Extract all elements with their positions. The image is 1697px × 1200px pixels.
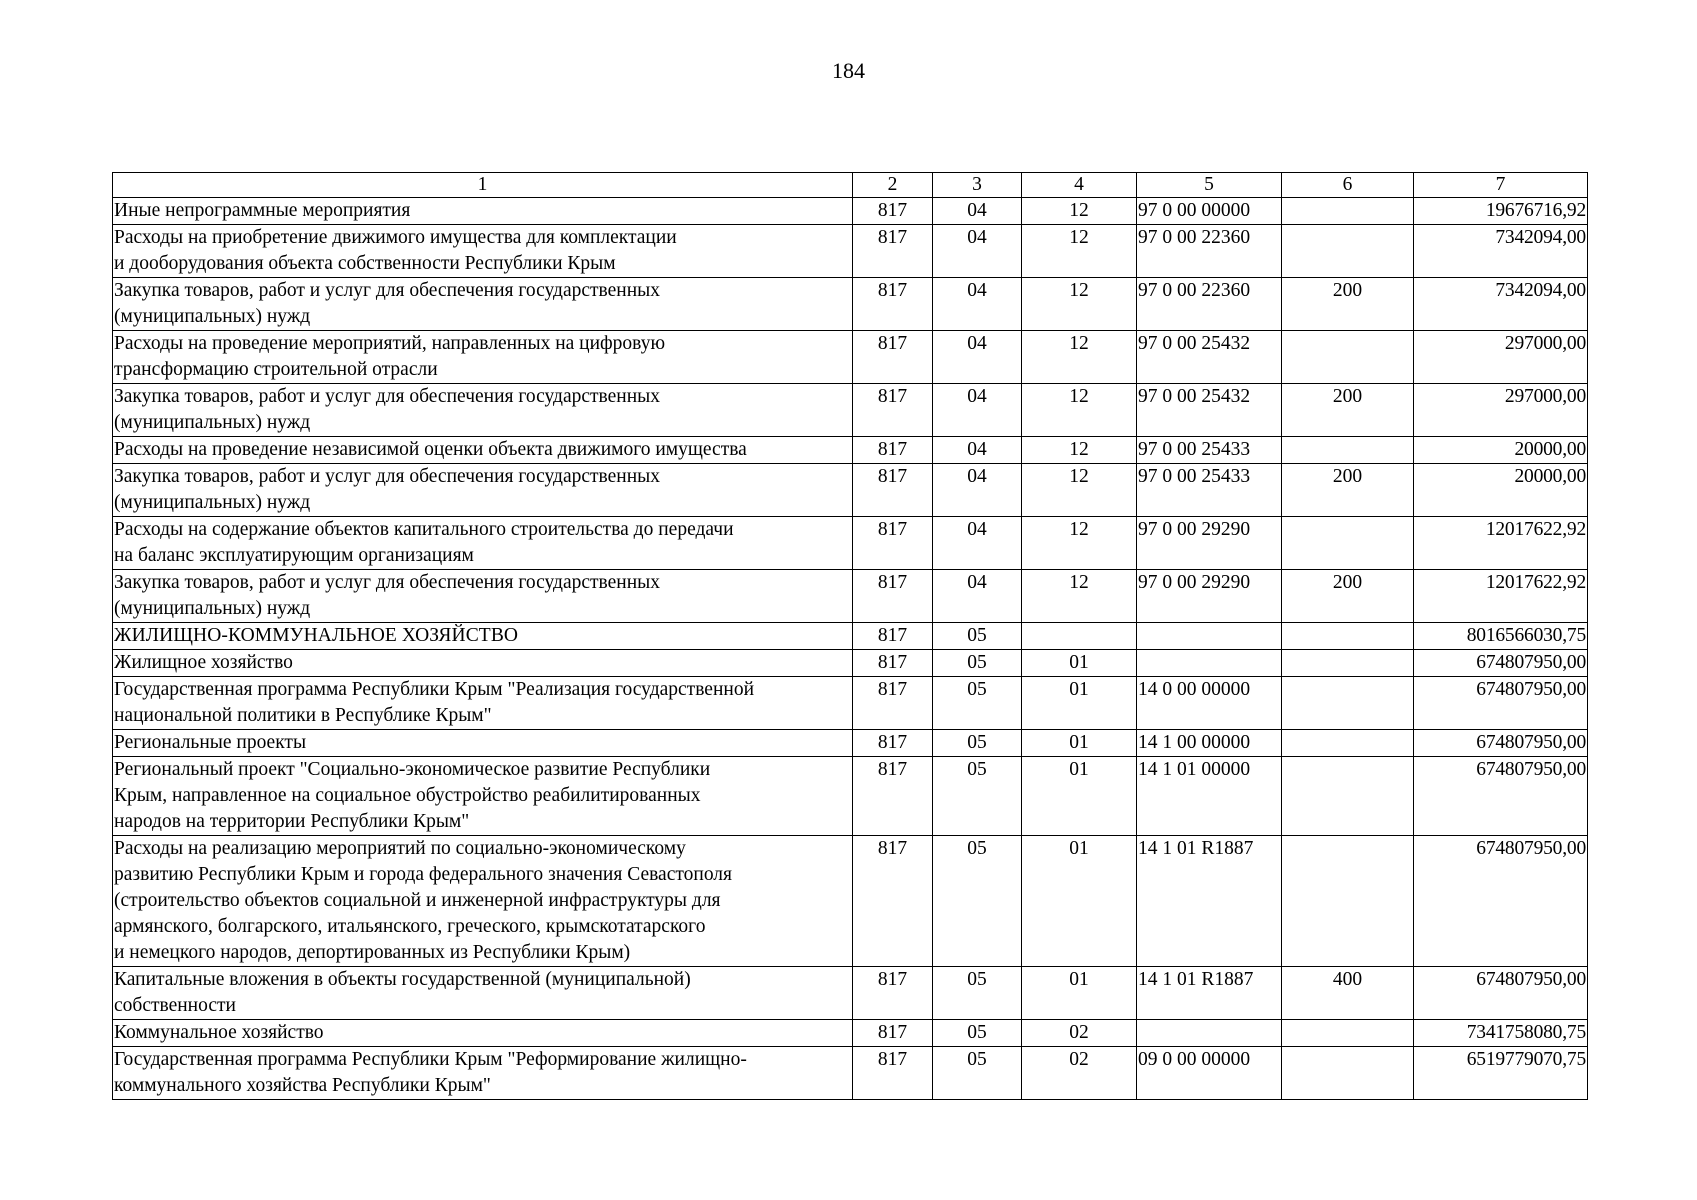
row-section-code-cell: 05 bbox=[933, 836, 1022, 967]
row-name-cell: Расходы на проведение независимой оценки объекта движимого имущества bbox=[113, 437, 853, 464]
table-row bbox=[113, 570, 1588, 623]
row-target-article-cell: 14 1 00 00000 bbox=[1137, 730, 1282, 757]
row-subsection-code-cell: 12 bbox=[1022, 331, 1137, 384]
row-subsection-code-cell: 12 bbox=[1022, 464, 1137, 517]
row-target-article-cell: 97 0 00 29290 bbox=[1137, 517, 1282, 570]
row-target-article-cell: 97 0 00 25432 bbox=[1137, 331, 1282, 384]
row-expense-type-cell bbox=[1282, 757, 1414, 836]
row-section-code-cell: 04 bbox=[933, 331, 1022, 384]
row-ministry-code-cell: 817 bbox=[853, 517, 933, 570]
row-section-code-cell: 05 bbox=[933, 1047, 1022, 1100]
row-amount-cell: 7341758080,75 bbox=[1414, 1020, 1588, 1047]
row-amount-cell: 674807950,00 bbox=[1414, 650, 1588, 677]
row-expense-type-cell bbox=[1282, 225, 1414, 278]
table-row bbox=[113, 1020, 1588, 1047]
header-col-5: 5 bbox=[1137, 173, 1282, 198]
header-col-2: 2 bbox=[853, 173, 933, 198]
row-name-cell: Закупка товаров, работ и услуг для обеспечения государственных (муниципальных) нужд bbox=[113, 278, 853, 331]
row-target-article-cell: 97 0 00 22360 bbox=[1137, 225, 1282, 278]
row-expense-type-cell bbox=[1282, 650, 1414, 677]
row-ministry-code-cell: 817 bbox=[853, 464, 933, 517]
row-amount-cell: 297000,00 bbox=[1414, 331, 1588, 384]
row-section-code-cell: 05 bbox=[933, 757, 1022, 836]
row-name-cell: Расходы на приобретение движимого имущества для комплектации и дооборудования объекта собственности Республики Крым bbox=[113, 225, 853, 278]
row-target-article-cell: 97 0 00 00000 bbox=[1137, 198, 1282, 225]
page-number: 184 bbox=[832, 58, 865, 83]
row-name-cell: Коммунальное хозяйство bbox=[113, 1020, 853, 1047]
row-section-code-cell: 05 bbox=[933, 967, 1022, 1020]
row-target-article-cell: 97 0 00 25433 bbox=[1137, 437, 1282, 464]
row-expense-type-cell: 200 bbox=[1282, 384, 1414, 437]
row-name-cell: Иные непрограммные мероприятия bbox=[113, 198, 853, 225]
row-section-code-cell: 05 bbox=[933, 677, 1022, 730]
row-section-code-cell: 04 bbox=[933, 384, 1022, 437]
row-expense-type-cell bbox=[1282, 677, 1414, 730]
row-ministry-code-cell: 817 bbox=[853, 757, 933, 836]
row-amount-cell: 12017622,92 bbox=[1414, 517, 1588, 570]
row-ministry-code-cell: 817 bbox=[853, 650, 933, 677]
row-section-code-cell: 04 bbox=[933, 570, 1022, 623]
row-amount-cell: 674807950,00 bbox=[1414, 677, 1588, 730]
row-section-code-cell: 05 bbox=[933, 1020, 1022, 1047]
table-row bbox=[113, 517, 1588, 570]
row-ministry-code-cell: 817 bbox=[853, 677, 933, 730]
row-ministry-code-cell: 817 bbox=[853, 384, 933, 437]
row-ministry-code-cell: 817 bbox=[853, 1020, 933, 1047]
row-section-code-cell: 04 bbox=[933, 198, 1022, 225]
table-row bbox=[113, 464, 1588, 517]
table-row bbox=[113, 757, 1588, 836]
row-ministry-code-cell: 817 bbox=[853, 836, 933, 967]
row-amount-cell: 6519779070,75 bbox=[1414, 1047, 1588, 1100]
row-target-article-cell: 14 1 01 00000 bbox=[1137, 757, 1282, 836]
row-subsection-code-cell: 12 bbox=[1022, 384, 1137, 437]
row-expense-type-cell bbox=[1282, 836, 1414, 967]
row-subsection-code-cell: 12 bbox=[1022, 225, 1137, 278]
row-section-code-cell: 05 bbox=[933, 650, 1022, 677]
row-name-cell: Расходы на содержание объектов капитального строительства до передачи на баланс эксплуатирующим организациям bbox=[113, 517, 853, 570]
row-section-code-cell: 04 bbox=[933, 437, 1022, 464]
row-section-code-cell: 04 bbox=[933, 464, 1022, 517]
table-row bbox=[113, 384, 1588, 437]
row-target-article-cell: 14 1 01 R1887 bbox=[1137, 836, 1282, 967]
row-subsection-code-cell: 01 bbox=[1022, 650, 1137, 677]
row-ministry-code-cell: 817 bbox=[853, 225, 933, 278]
row-subsection-code-cell: 01 bbox=[1022, 730, 1137, 757]
table-body bbox=[113, 198, 1588, 1100]
row-target-article-cell: 14 1 01 R1887 bbox=[1137, 967, 1282, 1020]
row-ministry-code-cell: 817 bbox=[853, 623, 933, 650]
row-subsection-code-cell: 01 bbox=[1022, 967, 1137, 1020]
row-expense-type-cell bbox=[1282, 1047, 1414, 1100]
row-ministry-code-cell: 817 bbox=[853, 331, 933, 384]
row-target-article-cell: 97 0 00 25433 bbox=[1137, 464, 1282, 517]
header-col-3: 3 bbox=[933, 173, 1022, 198]
row-name-cell: Капитальные вложения в объекты государственной (муниципальной) собственности bbox=[113, 967, 853, 1020]
row-ministry-code-cell: 817 bbox=[853, 570, 933, 623]
row-amount-cell: 674807950,00 bbox=[1414, 967, 1588, 1020]
row-expense-type-cell bbox=[1282, 730, 1414, 757]
row-expense-type-cell bbox=[1282, 331, 1414, 384]
table-header bbox=[113, 173, 1588, 198]
row-section-code-cell: 05 bbox=[933, 730, 1022, 757]
table-row bbox=[113, 198, 1588, 225]
row-subsection-code-cell: 12 bbox=[1022, 570, 1137, 623]
row-section-code-cell: 04 bbox=[933, 225, 1022, 278]
row-expense-type-cell bbox=[1282, 437, 1414, 464]
row-amount-cell: 12017622,92 bbox=[1414, 570, 1588, 623]
row-name-cell: Региональные проекты bbox=[113, 730, 853, 757]
row-subsection-code-cell: 02 bbox=[1022, 1020, 1137, 1047]
row-name-cell: Закупка товаров, работ и услуг для обеспечения государственных (муниципальных) нужд bbox=[113, 570, 853, 623]
table-row bbox=[113, 278, 1588, 331]
row-amount-cell: 7342094,00 bbox=[1414, 225, 1588, 278]
table-row bbox=[113, 331, 1588, 384]
row-expense-type-cell: 200 bbox=[1282, 278, 1414, 331]
row-subsection-code-cell: 01 bbox=[1022, 757, 1137, 836]
table-row bbox=[113, 437, 1588, 464]
header-row bbox=[113, 173, 1588, 198]
row-target-article-cell bbox=[1137, 1020, 1282, 1047]
header-col-1: 1 bbox=[113, 173, 853, 198]
row-target-article-cell: 14 0 00 00000 bbox=[1137, 677, 1282, 730]
row-amount-cell: 19676716,92 bbox=[1414, 198, 1588, 225]
row-target-article-cell bbox=[1137, 623, 1282, 650]
header-col-7: 7 bbox=[1414, 173, 1588, 198]
row-ministry-code-cell: 817 bbox=[853, 730, 933, 757]
row-subsection-code-cell: 12 bbox=[1022, 437, 1137, 464]
row-amount-cell: 674807950,00 bbox=[1414, 730, 1588, 757]
budget-table bbox=[112, 172, 1588, 1100]
table-row bbox=[113, 1047, 1588, 1100]
row-name-cell: Расходы на проведение мероприятий, направленных на цифровую трансформацию строительной отрасли bbox=[113, 331, 853, 384]
row-name-cell: ЖИЛИЩНО-КОММУНАЛЬНОЕ ХОЗЯЙСТВО bbox=[113, 623, 853, 650]
row-subsection-code-cell: 12 bbox=[1022, 198, 1137, 225]
row-amount-cell: 674807950,00 bbox=[1414, 836, 1588, 967]
row-target-article-cell: 97 0 00 25432 bbox=[1137, 384, 1282, 437]
row-name-cell: Государственная программа Республики Крым "Реализация государственной национальной политики в Республике Крым" bbox=[113, 677, 853, 730]
row-ministry-code-cell: 817 bbox=[853, 437, 933, 464]
table-row bbox=[113, 225, 1588, 278]
row-section-code-cell: 04 bbox=[933, 278, 1022, 331]
row-name-cell: Региональный проект "Социально-экономическое развитие Республики Крым, направленное на социальное обустройство реабилитированных народов на территории Республики Крым" bbox=[113, 757, 853, 836]
row-subsection-code-cell: 01 bbox=[1022, 677, 1137, 730]
row-subsection-code-cell: 01 bbox=[1022, 836, 1137, 967]
row-subsection-code-cell: 12 bbox=[1022, 517, 1137, 570]
row-amount-cell: 20000,00 bbox=[1414, 437, 1588, 464]
row-subsection-code-cell: 02 bbox=[1022, 1047, 1137, 1100]
table-row bbox=[113, 730, 1588, 757]
row-expense-type-cell: 200 bbox=[1282, 570, 1414, 623]
row-amount-cell: 674807950,00 bbox=[1414, 757, 1588, 836]
table-row bbox=[113, 677, 1588, 730]
row-ministry-code-cell: 817 bbox=[853, 1047, 933, 1100]
row-ministry-code-cell: 817 bbox=[853, 967, 933, 1020]
row-ministry-code-cell: 817 bbox=[853, 198, 933, 225]
row-target-article-cell: 97 0 00 29290 bbox=[1137, 570, 1282, 623]
row-amount-cell: 7342094,00 bbox=[1414, 278, 1588, 331]
row-name-cell: Расходы на реализацию мероприятий по социально-экономическому развитию Республики Крым и города федерального значения Севастополя (строительство объектов социальной и инженерной инфраструктуры для армянского, болгарского, итальянского, греческого, крымскотатарского и немецкого народов, депортированных из Республики Крым) bbox=[113, 836, 853, 967]
header-col-6: 6 bbox=[1282, 173, 1414, 198]
row-section-code-cell: 05 bbox=[933, 623, 1022, 650]
table-row bbox=[113, 623, 1588, 650]
table-row bbox=[113, 650, 1588, 677]
row-name-cell: Государственная программа Республики Крым "Реформирование жилищно- коммунального хозяйства Республики Крым" bbox=[113, 1047, 853, 1100]
row-expense-type-cell bbox=[1282, 198, 1414, 225]
row-expense-type-cell bbox=[1282, 517, 1414, 570]
row-subsection-code-cell: 12 bbox=[1022, 278, 1137, 331]
row-name-cell: Жилищное хозяйство bbox=[113, 650, 853, 677]
row-amount-cell: 297000,00 bbox=[1414, 384, 1588, 437]
row-name-cell: Закупка товаров, работ и услуг для обеспечения государственных (муниципальных) нужд bbox=[113, 464, 853, 517]
row-expense-type-cell bbox=[1282, 623, 1414, 650]
row-target-article-cell: 97 0 00 22360 bbox=[1137, 278, 1282, 331]
row-target-article-cell bbox=[1137, 650, 1282, 677]
row-ministry-code-cell: 817 bbox=[853, 278, 933, 331]
table-row bbox=[113, 967, 1588, 1020]
row-name-cell: Закупка товаров, работ и услуг для обеспечения государственных (муниципальных) нужд bbox=[113, 384, 853, 437]
row-target-article-cell: 09 0 00 00000 bbox=[1137, 1047, 1282, 1100]
row-amount-cell: 8016566030,75 bbox=[1414, 623, 1588, 650]
table-row bbox=[113, 836, 1588, 967]
row-subsection-code-cell bbox=[1022, 623, 1137, 650]
row-amount-cell: 20000,00 bbox=[1414, 464, 1588, 517]
header-col-4: 4 bbox=[1022, 173, 1137, 198]
row-expense-type-cell: 200 bbox=[1282, 464, 1414, 517]
row-expense-type-cell bbox=[1282, 1020, 1414, 1047]
row-section-code-cell: 04 bbox=[933, 517, 1022, 570]
row-expense-type-cell: 400 bbox=[1282, 967, 1414, 1020]
